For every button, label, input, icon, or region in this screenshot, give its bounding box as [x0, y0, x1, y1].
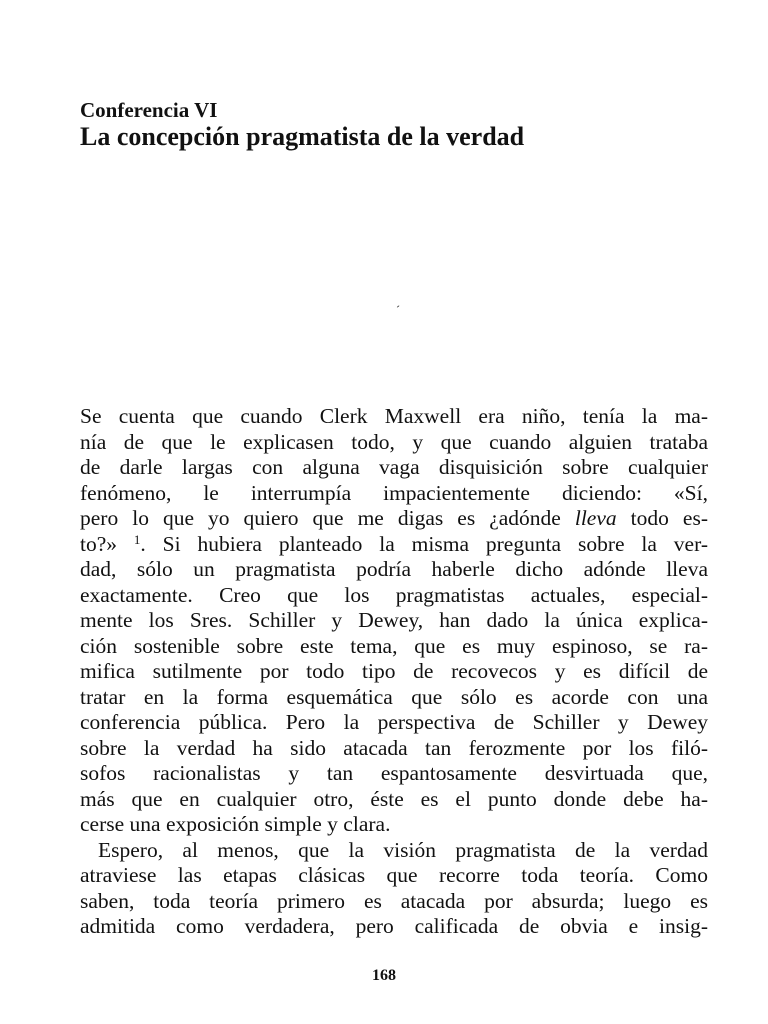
paragraph-2: [80, 838, 708, 940]
text-line: sofos racionalistas y tan espantosamente desvirtuada que,: [80, 761, 708, 785]
text-line: mente los Sres. Schiller y Dewey, han dado la única explica-: [80, 608, 708, 632]
text-line: cerse una exposición simple y clara.: [80, 812, 391, 836]
text-line: Espero, al menos, que la visión pragmatista de la verdad: [98, 837, 708, 862]
text-line: fenómeno, le interrumpía impacientemente diciendo: «Sí,: [80, 480, 708, 505]
text-line: nía de que le explicasen todo, y que cuando alguien trataba: [80, 429, 708, 454]
footnote-marker: 1: [133, 531, 141, 547]
text-line: saben, toda teoría primero es atacada por absurda; luego es: [80, 888, 708, 913]
text-line: mifica sutilmente por todo tipo de recovecos y es difícil de: [80, 659, 708, 683]
text-segment: todo es-: [616, 506, 708, 530]
stray-mark: ´: [396, 303, 400, 317]
italic-word: lleva: [574, 506, 617, 530]
body-text: [80, 404, 708, 940]
text-line: admitida como verdadera, pero calificada de obvia e insig-: [80, 914, 708, 938]
text-line: ción sostenible sobre este tema, que es muy espinoso, se ra-: [80, 633, 708, 658]
text-line: [80, 506, 708, 532]
text-line: conferencia pública. Pero la perspectiva de Schiller y Dewey: [80, 710, 708, 734]
paragraph-1: [80, 404, 708, 838]
chapter-header: [80, 98, 700, 152]
text-line: más que en cualquier otro, éste es el punto donde debe ha-: [80, 786, 708, 811]
text-line: tratar en la forma esquemática que sólo es acorde con una: [80, 684, 708, 709]
text-segment: . Si hubiera planteado la misma pregunta sobre la ver-: [140, 531, 708, 556]
page-number: 168: [372, 967, 396, 984]
text-line: exactamente. Creo que los pragmatistas actuales, especial-: [80, 582, 708, 607]
text-line: de darle largas con alguna vaga disquisición sobre cualquier: [80, 455, 708, 479]
text-segment: to?»: [80, 531, 134, 556]
text-line: sobre la verdad ha sido atacada tan ferozmente por los filó-: [80, 735, 708, 760]
text-line: Se cuenta que cuando Clerk Maxwell era niño, tenía la ma-: [80, 404, 708, 428]
chapter-title: La concepción pragmatista de la verdad: [80, 122, 525, 151]
text-line: [80, 532, 708, 558]
text-line: dad, sólo un pragmatista podría haberle dicho adónde lleva: [80, 557, 708, 581]
text-segment: pero lo que yo quiero que me digas es ¿adónde: [80, 506, 575, 530]
text-line: atraviese las etapas clásicas que recorre toda teoría. Como: [80, 863, 708, 887]
lecture-label: Conferencia VI: [80, 98, 218, 122]
